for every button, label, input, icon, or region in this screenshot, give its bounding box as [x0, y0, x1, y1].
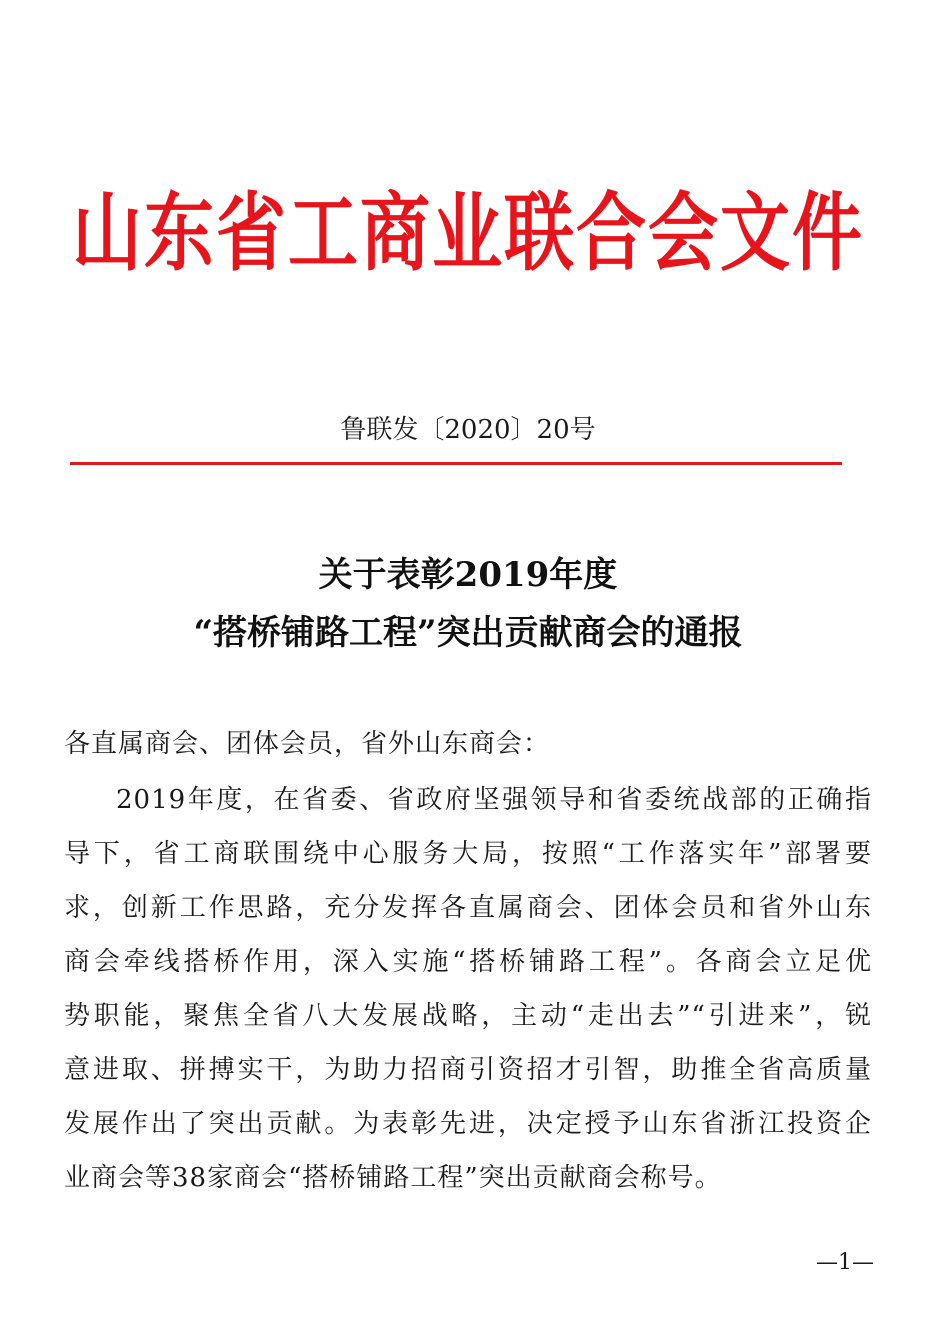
document-title-line-2: “搭桥铺路工程”突出贡献商会的通报 — [193, 613, 743, 653]
body-line: 发展作出了突出贡献。为表彰先进，决定授予山东省浙江投资企 — [64, 1109, 872, 1139]
body-line: 2019年度，在省委、省政府坚强领导和省委统战部的正确指 — [116, 785, 872, 815]
body-line: 导下，省工商联围绕中心服务大局，按照“工作落实年”部署要 — [64, 839, 872, 869]
red-divider — [70, 462, 842, 465]
body-line: 业商会等38家商会“搭桥铺路工程”突出贡献商会称号。 — [64, 1163, 722, 1193]
masthead-title: 山东省工商业联合会文件 — [72, 183, 864, 284]
page-number: —1— — [816, 1250, 874, 1275]
body-line: 意进取、拼搏实干，为助力招商引资招才引智，助推全省高质量 — [64, 1055, 872, 1085]
document-title-line-1: 关于表彰2019年度 — [318, 555, 618, 595]
salutation: 各直属商会、团体会员，省外山东商会： — [64, 729, 551, 759]
body-line: 商会牵线搭桥作用，深入实施“搭桥铺路工程”。各商会立足优 — [64, 947, 872, 977]
body-line: 求，创新工作思路，充分发挥各直属商会、团体会员和省外山东 — [64, 893, 872, 923]
document-number: 鲁联发〔2020〕20号 — [340, 415, 596, 445]
body-line: 势职能，聚焦全省八大发展战略，主动“走出去”“引进来”，锐 — [64, 1001, 872, 1031]
